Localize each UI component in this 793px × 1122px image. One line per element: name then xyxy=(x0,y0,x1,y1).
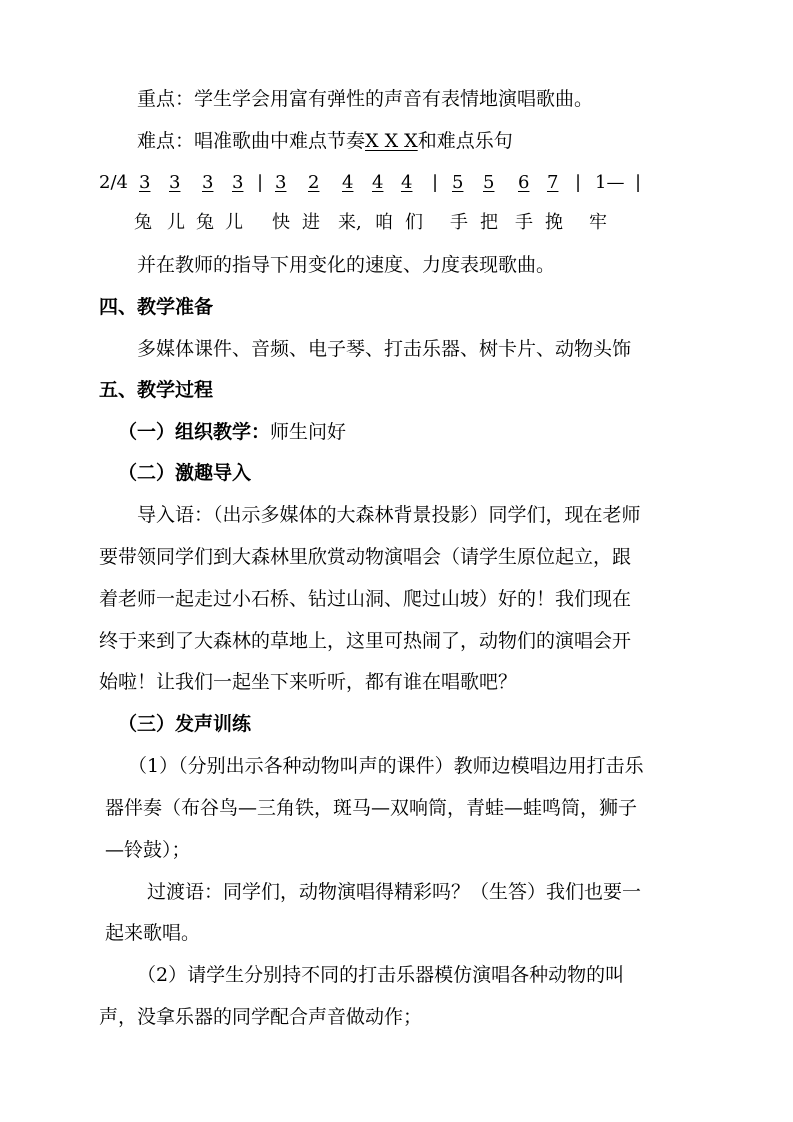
transition-line: 过渡语：同学们，动物演唱得精彩吗？（生答）我们也要一 xyxy=(147,881,642,903)
note: 3 xyxy=(202,172,214,193)
note: 3 xyxy=(275,172,287,193)
intro-paragraph-line: 要带领同学们到大森林里欣赏动物演唱会（请学生原位起立，跟 xyxy=(99,546,632,568)
barline: | xyxy=(257,172,264,193)
note: 2 xyxy=(308,172,320,193)
item-1-line: 器伴奏（布谷鸟—三角铁，斑马—双响筒，青蛙—蛙鸣筒，狮子 xyxy=(105,797,638,819)
intro-paragraph-line: 着老师一起走过小石桥、钻过山洞、爬过山坡）好的！我们现在 xyxy=(99,588,632,610)
lyric-word: 手 xyxy=(450,212,468,233)
focus-line: 重点：学生学会用富有弹性的声音有表情地演唱歌曲。 xyxy=(137,88,594,110)
lyric-word: 咱 xyxy=(375,212,393,233)
item-1-line: —铃鼓）； xyxy=(105,839,191,861)
item-2-line: 声，没拿乐器的同学配合声音做动作； xyxy=(99,1006,423,1028)
note: 4 xyxy=(401,172,413,193)
lyric-word: 挽 xyxy=(545,212,563,233)
transition-line: 起来歌唱。 xyxy=(105,922,201,944)
lyric-word: 手 xyxy=(515,212,533,233)
barline: | xyxy=(432,172,439,193)
lyric-word: 快 xyxy=(272,212,290,233)
lyric-word: 兔 xyxy=(134,212,152,233)
step-1-line xyxy=(118,420,346,444)
section-4-body: 多媒体课件、音频、电子琴、打击乐器、树卡片、动物头饰 xyxy=(137,338,632,360)
note: 3 xyxy=(232,172,244,193)
step-1-body: 师生问好 xyxy=(270,421,347,443)
lyric-word: 来, xyxy=(338,212,362,233)
intro-paragraph-line: 导入语：（出示多媒体的大森林背景投影）同学们，现在老师 xyxy=(137,504,641,526)
difficulty-suffix: 和难点乐句 xyxy=(417,130,513,152)
note: 5 xyxy=(483,172,495,193)
note: 3 xyxy=(169,172,181,193)
intro-paragraph-line: 终于来到了大森林的草地上，这里可热闹了，动物们的演唱会开 xyxy=(99,630,632,652)
difficulty-line xyxy=(137,129,513,153)
intro-paragraph-line: 始啦！让我们一起坐下来听听，都有谁在唱歌吧？ xyxy=(99,671,518,693)
lyric-word: 牢 xyxy=(589,212,607,233)
item-1-line: （1）（分别出示各种动物叫声的课件）教师边模唱边用打击乐 xyxy=(128,755,644,777)
lyric-word: 兔 xyxy=(196,212,214,233)
note: 7 xyxy=(547,172,559,193)
note: 3 xyxy=(139,172,151,193)
note: 1— xyxy=(595,172,625,193)
item-2-line: （2）请学生分别持不同的打击乐器模仿演唱各种动物的叫 xyxy=(137,964,625,986)
step-2-title: （二）激趣导入 xyxy=(118,462,252,484)
difficulty-prefix: 难点：唱准歌曲中难点节奏 xyxy=(137,130,366,152)
lyric-word: 儿 xyxy=(167,212,185,233)
section-5-title: 五、教学过程 xyxy=(99,379,214,401)
note: 5 xyxy=(452,172,464,193)
lyric-word: 进 xyxy=(302,212,320,233)
barline: | xyxy=(575,172,582,193)
lyric-word: 儿 xyxy=(225,212,243,233)
difficulty-rhythm: X X X xyxy=(365,130,418,152)
barline: | xyxy=(635,172,642,193)
lyric-word: 把 xyxy=(480,212,498,233)
lyric-word: 们 xyxy=(405,212,423,233)
note: 6 xyxy=(518,172,530,193)
section-4-title: 四、教学准备 xyxy=(99,296,214,318)
step-1-title: （一）组织教学： xyxy=(118,421,271,443)
time-signature: 2/4 xyxy=(99,172,128,193)
note: 4 xyxy=(372,172,384,193)
step-3-title: （三）发声训练 xyxy=(118,713,252,735)
guidance-line: 并在教师的指导下用变化的速度、力度表现歌曲。 xyxy=(137,254,556,276)
note: 4 xyxy=(342,172,354,193)
